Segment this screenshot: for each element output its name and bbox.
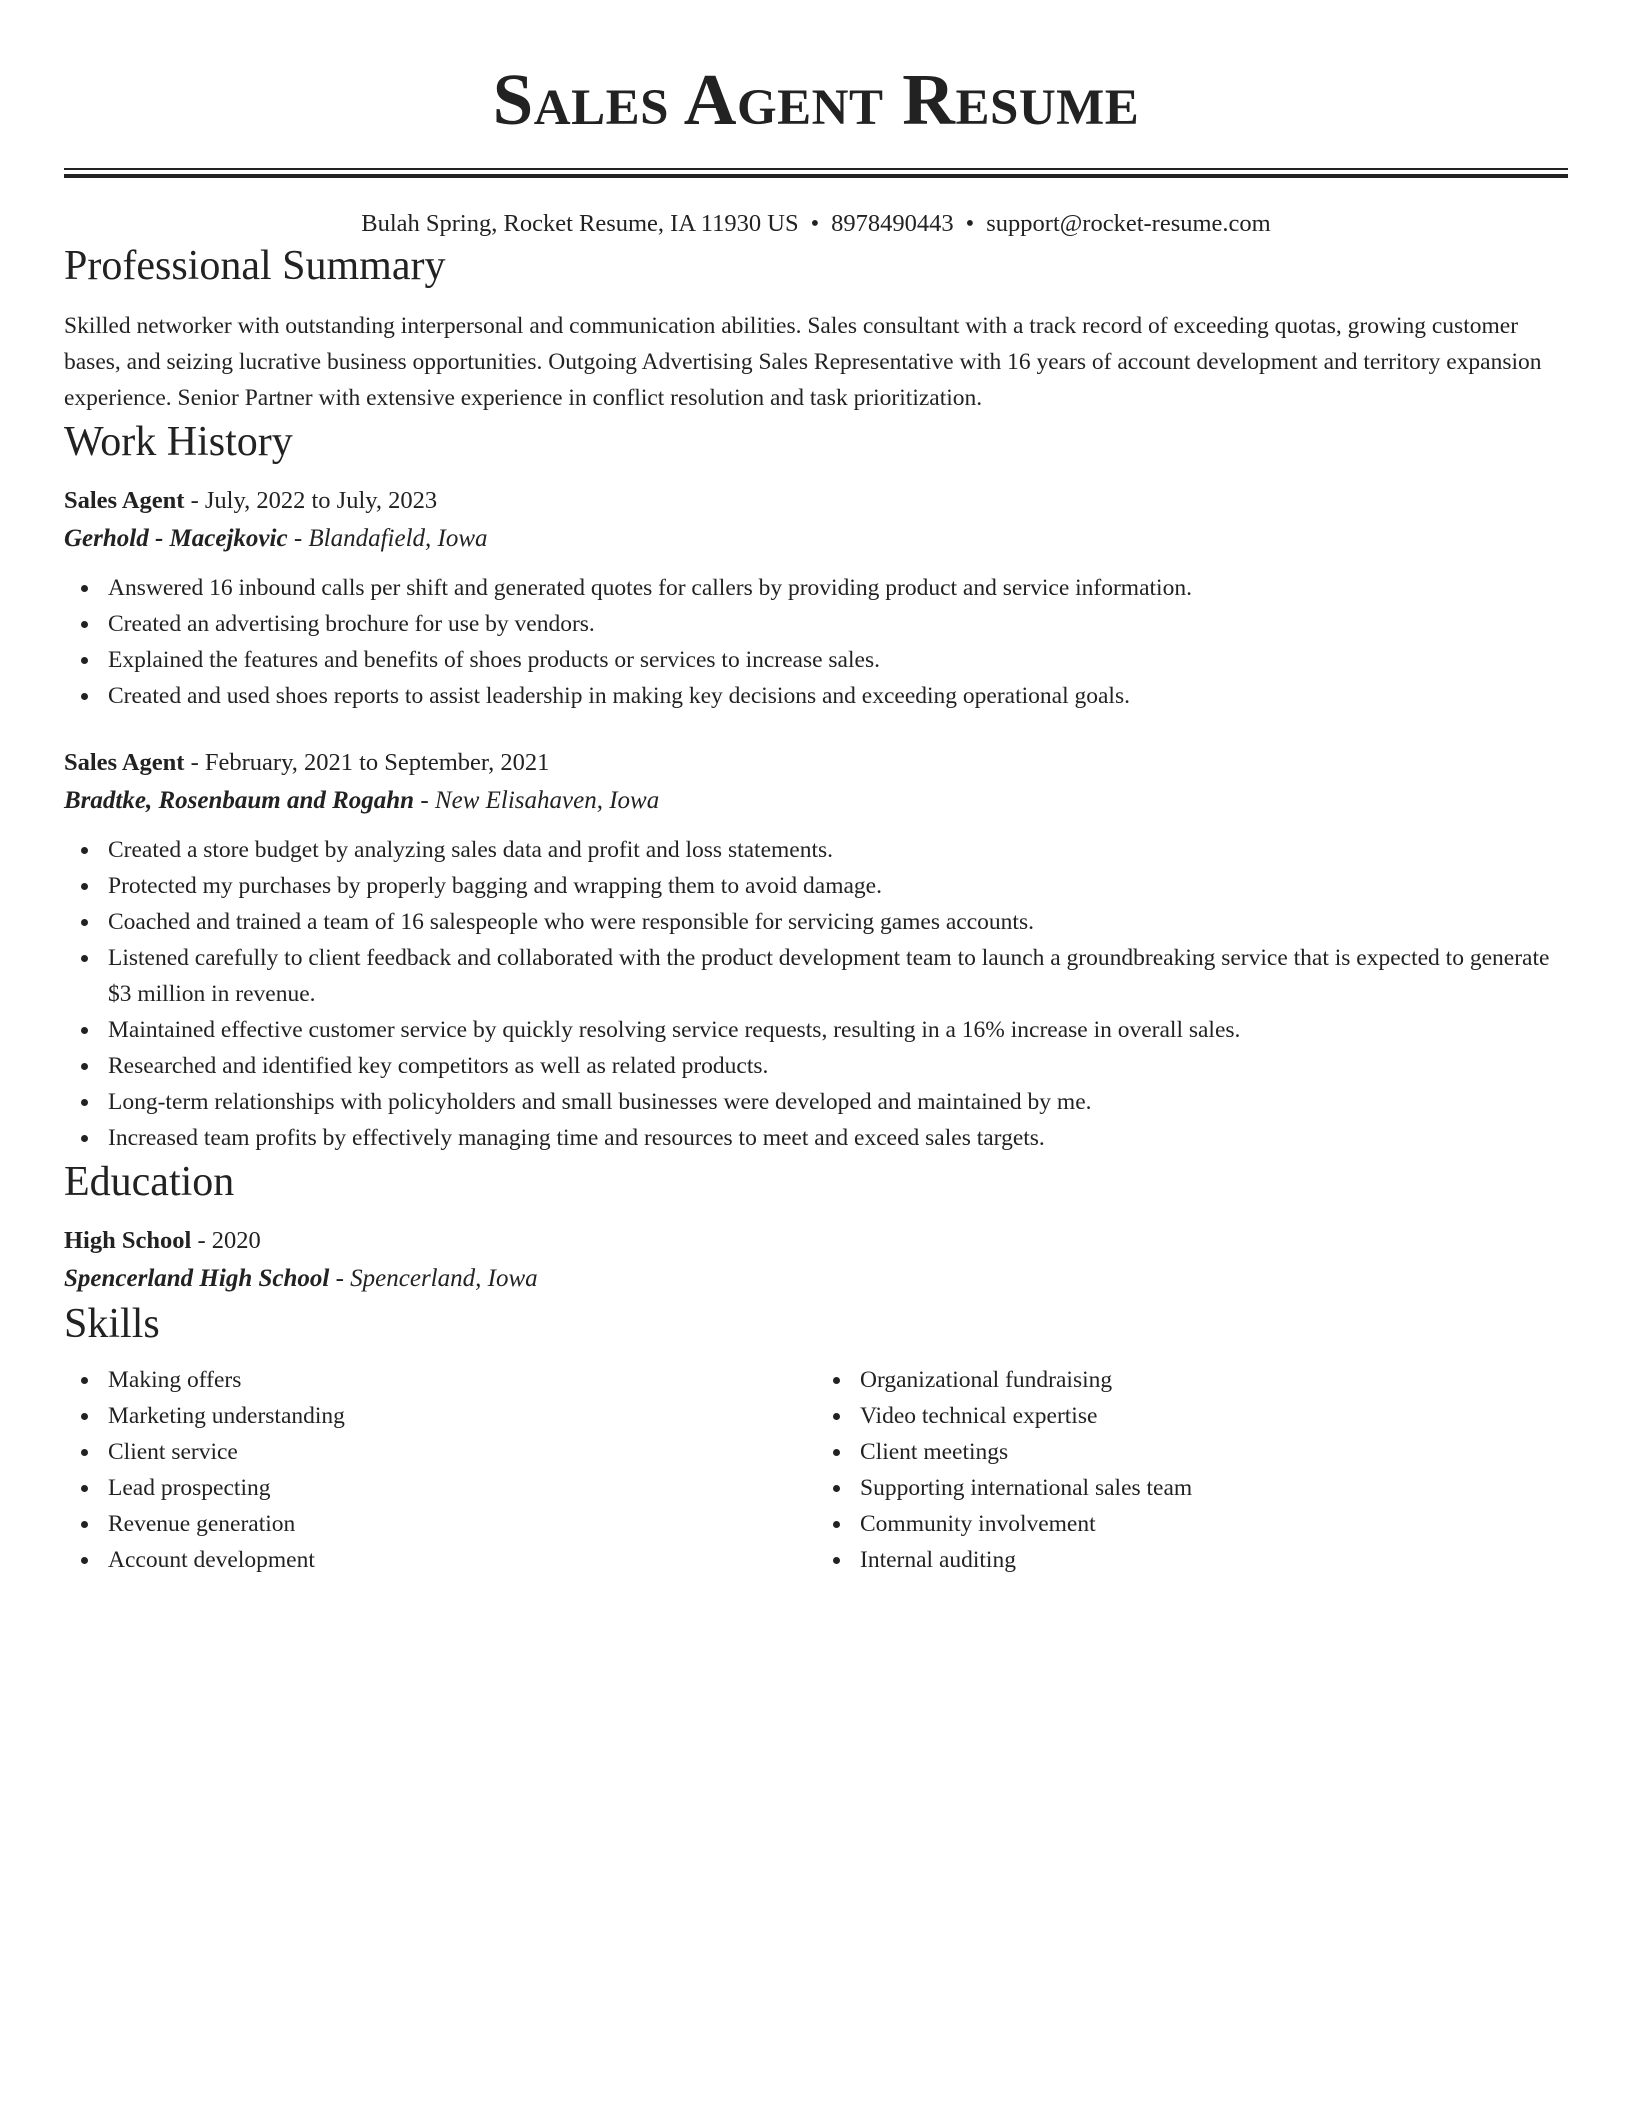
list-item: Making offers [108,1362,816,1398]
list-item: Explained the features and benefits of shoes products or services to increase sales. [108,642,1568,678]
education-entry [64,1222,1568,1298]
education-degree: High School [64,1227,192,1254]
list-item: Researched and identified key competitors as well as related products. [108,1048,1568,1084]
list-item: Listened carefully to client feedback and collaborated with the product development team to launch a groundbreaking service that is expected to generate $3 million in revenue. [108,940,1568,1012]
list-item: Client service [108,1434,816,1470]
skills-heading: Skills [64,1301,160,1347]
list-item: Long-term relationships with policyholders and small businesses were developed and maintained by me. [108,1084,1568,1120]
contact-email: support@rocket-resume.com [986,210,1271,237]
list-item: Lead prospecting [108,1470,816,1506]
list-item: Revenue generation [108,1506,816,1542]
education-school: Spencerland High School [64,1265,330,1292]
contact-separator: • [810,210,820,237]
contact-line [64,208,1568,240]
job-company-line [64,782,1568,820]
job-company-line [64,520,1568,558]
education-location: - Spencerland, Iowa [329,1265,538,1292]
job-entry [64,744,1568,1156]
list-item: Internal auditing [860,1542,1568,1578]
list-item: Supporting international sales team [860,1470,1568,1506]
list-item: Maintained effective customer service by quickly resolving service requests, resulting in a 16% increase in overall sales. [108,1012,1568,1048]
education-year: - 2020 [191,1227,261,1254]
list-item: Community involvement [860,1506,1568,1542]
list-item: Increased team profits by effectively managing time and resources to meet and exceed sales targets. [108,1120,1568,1156]
education-degree-line [64,1222,1568,1260]
list-item: Client meetings [860,1434,1568,1470]
job-company: Gerhold - Macejkovic [64,525,288,552]
job-location: - Blandafield, Iowa [287,525,488,552]
list-item: Account development [108,1542,816,1578]
list-item: Video technical expertise [860,1398,1568,1434]
job-title: Sales Agent [64,749,185,776]
list-item: Organizational fundraising [860,1362,1568,1398]
list-item: Coached and trained a team of 16 salespeople who were responsible for servicing games accounts. [108,904,1568,940]
title-divider [64,168,1568,178]
job-title: Sales Agent [64,487,185,514]
list-item: Protected my purchases by properly bagging and wrapping them to avoid damage. [108,868,1568,904]
job-title-line [64,482,1568,520]
education-heading: Education [64,1159,235,1205]
job-location: - New Elisahaven, Iowa [414,787,660,814]
work-history-heading: Work History [64,419,293,465]
list-item: Marketing understanding [108,1398,816,1434]
summary-text: Skilled networker with outstanding interpersonal and communication abilities. Sales consultant with a track record of exceeding quotas, growing customer bases, and seizing lucrative business opportunities. Outgoing Advertising Sales Representative with 16 years of account development and territory expansion experience. Senior Partner with extensive experience in conflict resolution and task prioritization. [64,313,1542,411]
job-dates: - February, 2021 to September, 2021 [184,749,550,776]
job-entry [64,482,1568,714]
skills-list [64,1362,1568,1578]
contact-phone: 8978490443 [831,210,954,237]
contact-address: Bulah Spring, Rocket Resume, IA 11930 US [361,210,799,237]
skills-column-right [816,1362,1568,1578]
summary-heading: Professional Summary [64,243,446,289]
job-company: Bradtke, Rosenbaum and Rogahn [64,787,415,814]
resume-title: Sales Agent Resume [492,59,1140,140]
job-title-line [64,744,1568,782]
list-item: Answered 16 inbound calls per shift and generated quotes for callers by providing product and service information. [108,570,1568,606]
contact-separator: • [965,210,975,237]
list-item: Created an advertising brochure for use by vendors. [108,606,1568,642]
list-item: Created a store budget by analyzing sales data and profit and loss statements. [108,832,1568,868]
list-item: Created and used shoes reports to assist leadership in making key decisions and exceeding operational goals. [108,678,1568,714]
education-school-line [64,1260,1568,1298]
job-bullets [64,570,1568,714]
job-dates: - July, 2022 to July, 2023 [184,487,438,514]
job-bullets [64,832,1568,1156]
skills-column-left [64,1362,816,1578]
